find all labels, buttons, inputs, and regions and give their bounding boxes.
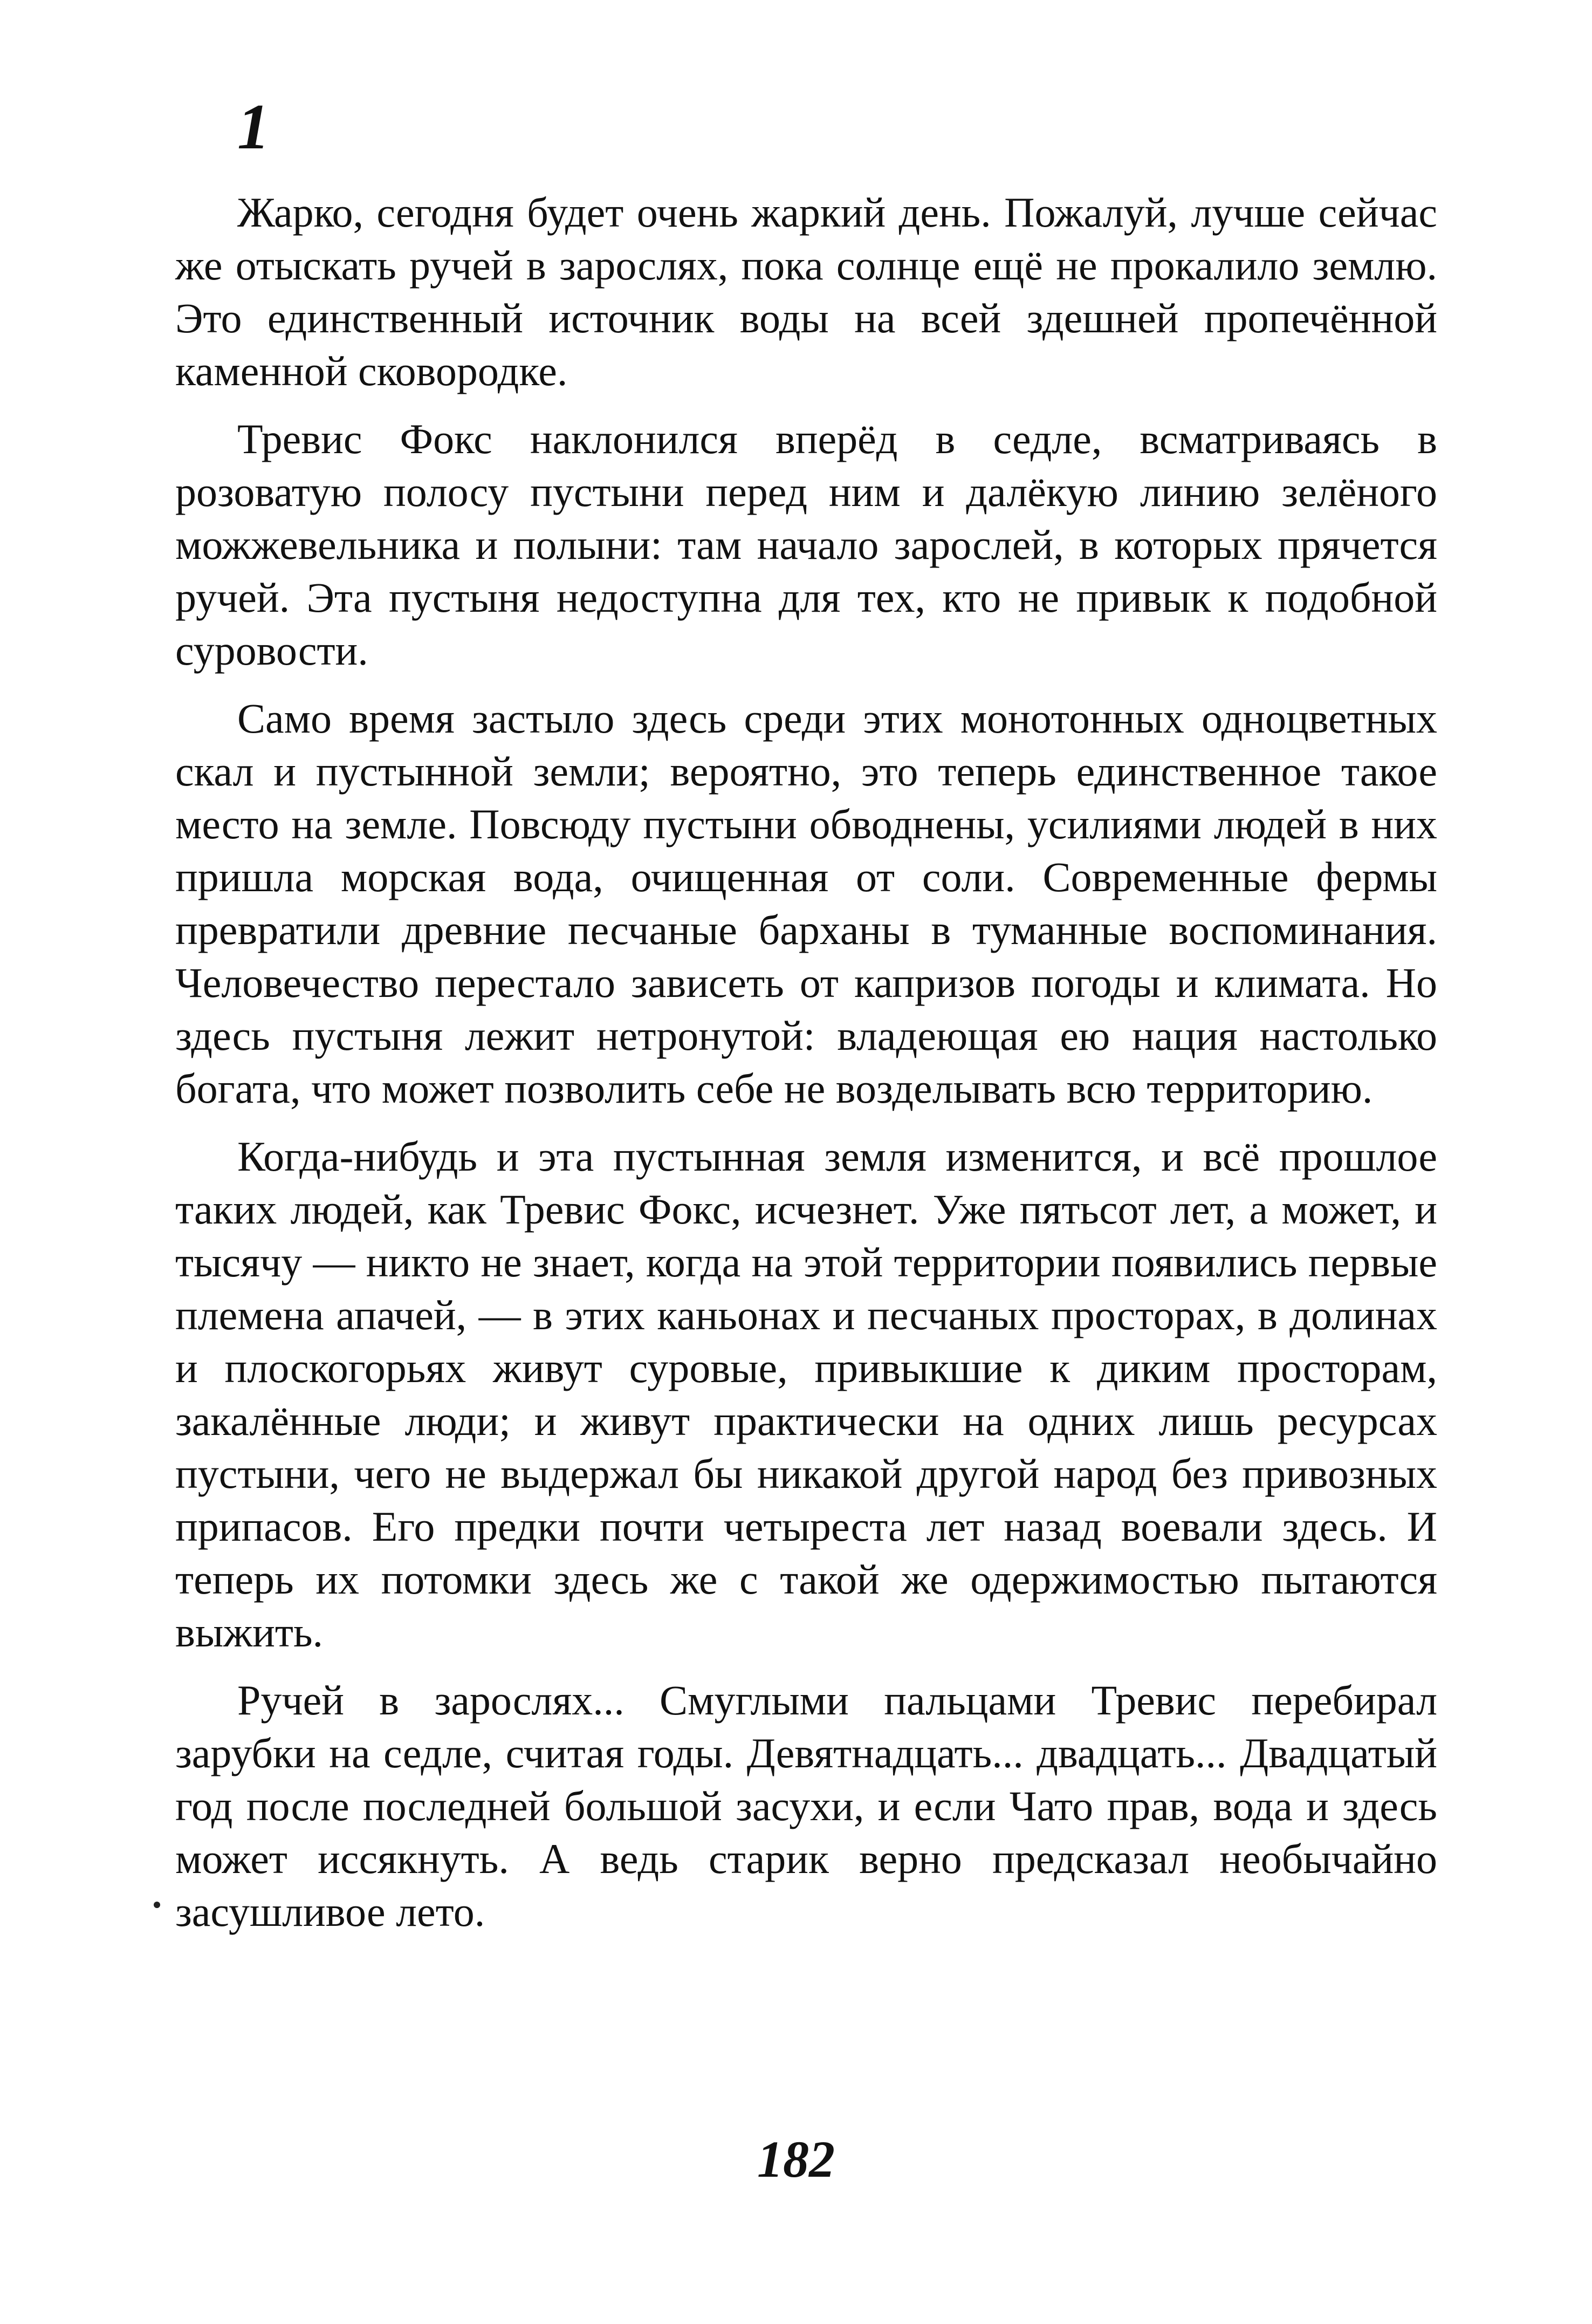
paragraph-4: Когда-нибудь и эта пустынная земля изменится, и всё прошлое таких людей, как Тревис Фокс, исчезнет. Уже пятьсот лет, а может, и тысячу — никто не знает, когда на этой территории появились первые племена апачей, — в этих каньонах и песчаных просторах, в долинах и плоскогорьях живут суровые, привыкшие к диким просторам, закалённые люди; и живут практически на одних лишь ресурсах пустыни, чего не выдержал бы никакой другой народ без привозных припасов. Его предки почти четыреста лет назад воевали здесь. И теперь их потомки здесь же с такой же одержимостью пытаются выжить. <box>175 1133 1437 1656</box>
scan-speck <box>154 1902 160 1908</box>
paragraph-1: Жарко, сегодня будет очень жаркий день. Пожалуй, лучше сейчас же отыскать ручей в зарослях, пока солнце ещё не прокалило землю. Это единственный источник воды на всей здешней пропечённой каменной сковородке. <box>175 189 1437 394</box>
chapter-text <box>175 186 1437 1953</box>
paragraph-2: Тревис Фокс наклонился вперёд в седле, всматриваясь в розоватую полосу пустыни перед ним и далёкую линию зелёного можжевельника и полыни: там начало зарослей, в которых прячется ручей. Эта пустыня недоступна для тех, кто не привык к подобной суровости. <box>175 415 1437 674</box>
paragraph-5: Ручей в зарослях... Смуглыми пальцами Тревис перебирал зарубки на седле, считая годы. Девятнадцать... двадцать... Двадцатый год после последней большой засухи, и если Чато прав, вода и здесь может иссякнуть. А ведь старик верно предсказал необычайно засушливое лето. <box>175 1677 1437 1935</box>
chapter-number: 1 <box>237 91 270 162</box>
paragraph-3: Само время застыло здесь среди этих монотонных одноцветных скал и пустынной земли; вероятно, это теперь единственное такое место на земле. Повсюду пустыни обводнены, усилиями людей в них пришла морская вода, очищенная от соли. Современные фермы превратили древние песчаные барханы в туманные воспоминания. Человечество перестало зависеть от капризов погоды и климата. Но здесь пустыня лежит нетронутой: владеющая ею нация настолько богата, что может позволить себе не возделывать всю территорию. <box>175 695 1437 1112</box>
page-number: 182 <box>757 2130 835 2188</box>
